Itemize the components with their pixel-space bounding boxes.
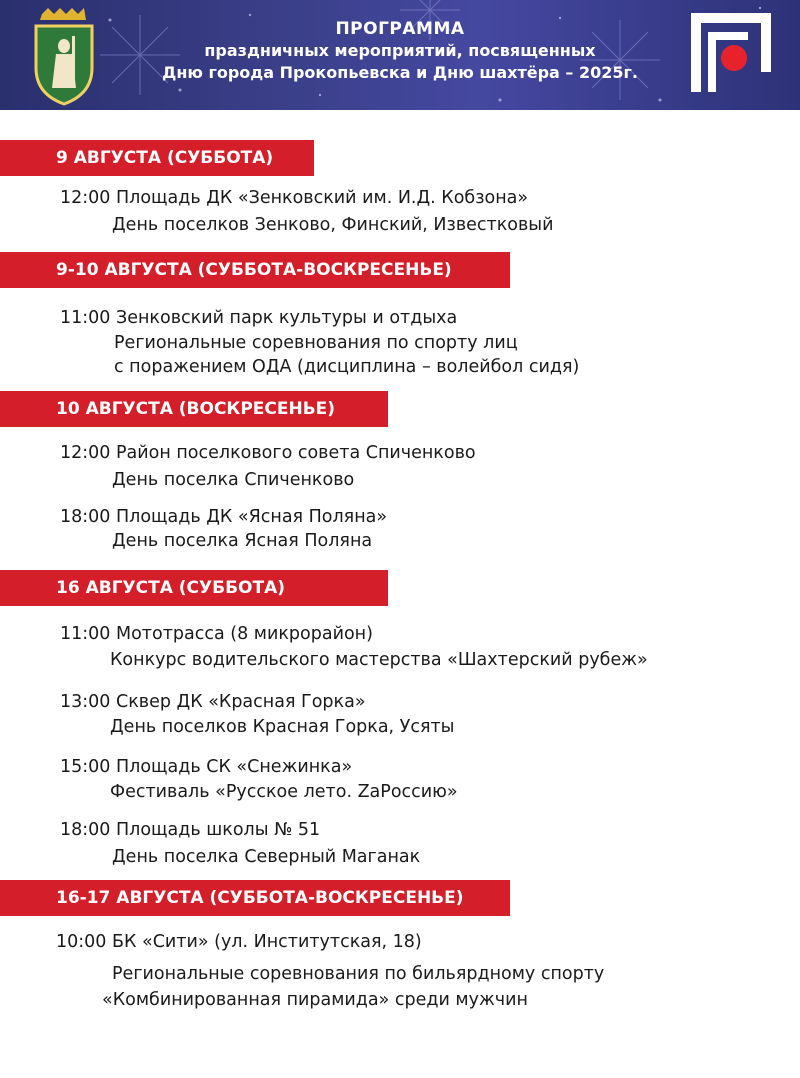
event-description: День поселка Ясная Поляна bbox=[112, 531, 373, 551]
date-bar-aug-9: 9 АВГУСТА (СУББОТА) bbox=[0, 140, 314, 176]
date-bar-aug-9-10: 9-10 АВГУСТА (СУББОТА-ВОСКРЕСЕНЬЕ) bbox=[0, 252, 510, 288]
event-time-place: 13:00 Сквер ДК «Красная Горка» bbox=[60, 692, 366, 712]
event-time-place: 18:00 Площадь школы № 51 bbox=[60, 820, 321, 840]
event-description: День поселков Зенково, Финский, Известковый bbox=[112, 215, 554, 235]
event-time-place: 15:00 Площадь СК «Снежинка» bbox=[60, 757, 353, 777]
header-banner bbox=[0, 0, 800, 110]
event-description: с поражением ОДА (дисциплина – волейбол сидя) bbox=[114, 357, 580, 377]
event-description: Фестиваль «Русское лето. ZaРоссию» bbox=[110, 782, 458, 802]
date-bar-aug-16: 16 АВГУСТА (СУББОТА) bbox=[0, 570, 388, 606]
title-line-2: праздничных мероприятий, посвященных bbox=[204, 41, 596, 60]
date-bar-aug-10: 10 АВГУСТА (ВОСКРЕСЕНЬЕ) bbox=[0, 391, 388, 427]
event-time-place: 10:00 БК «Сити» (ул. Институтская, 18) bbox=[56, 932, 422, 952]
event-description: «Комбинированная пирамида» среди мужчин bbox=[102, 990, 528, 1010]
title-line-3: Дню города Прокопьевска и Дню шахтёра – 2025г. bbox=[162, 63, 638, 82]
event-time-place: 11:00 Мототрасса (8 микрорайон) bbox=[60, 624, 373, 644]
event-description: День поселка Спиченково bbox=[112, 470, 355, 490]
event-description: Конкурс водительского мастерства «Шахтерский рубеж» bbox=[110, 650, 648, 670]
date-bar-aug-16-17: 16-17 АВГУСТА (СУББОТА-ВОСКРЕСЕНЬЕ) bbox=[0, 880, 510, 916]
event-time-place: 18:00 Площадь ДК «Ясная Поляна» bbox=[60, 507, 388, 527]
title-line-1: ПРОГРАММА bbox=[335, 19, 465, 39]
event-description: День поселка Северный Маганак bbox=[112, 847, 421, 867]
event-time-place: 12:00 Площадь ДК «Зенковский им. И.Д. Кобзона» bbox=[60, 188, 529, 208]
event-description: Региональные соревнования по спорту лиц bbox=[114, 333, 518, 353]
event-description: Региональные соревнования по бильярдному спорту bbox=[112, 964, 605, 984]
city-coat-of-arms-icon bbox=[28, 6, 100, 106]
event-description: День поселков Красная Горка, Усяты bbox=[110, 717, 455, 737]
page-title bbox=[140, 18, 660, 84]
event-time-place: 12:00 Район поселкового совета Спиченково bbox=[60, 443, 476, 463]
event-time-place: 11:00 Зенковский парк культуры и отдыха bbox=[60, 308, 458, 328]
square-dot-logo-icon bbox=[690, 12, 772, 98]
